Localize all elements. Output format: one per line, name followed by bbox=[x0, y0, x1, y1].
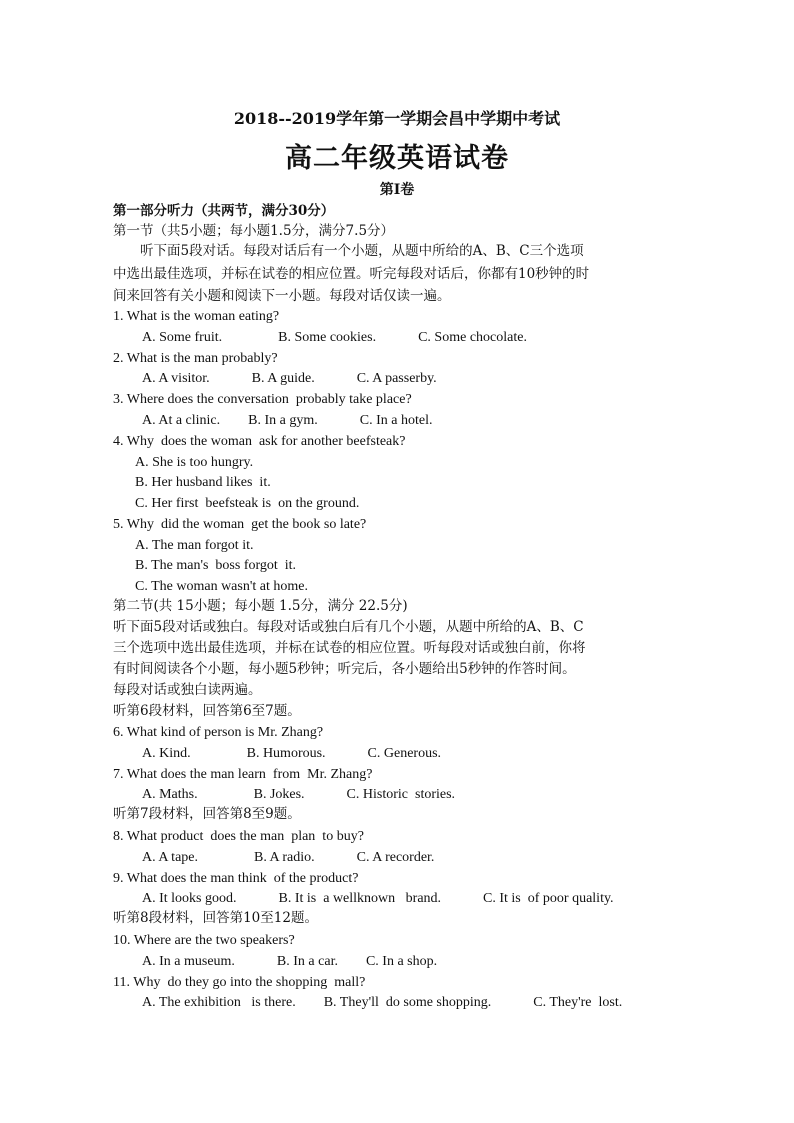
question-3-options: A. At a clinic. B. In a gym. C. In a hotel. bbox=[142, 413, 433, 428]
part1-heading: 第一部分听力（共两节，满分30分） bbox=[113, 203, 335, 219]
section2-heading: 第二节(共 15小题；每小题 1.5分，满分 22.5分) bbox=[113, 598, 408, 614]
question-4-option: A. She is too hungry. bbox=[135, 455, 254, 470]
question-1: 1. What is the woman eating? bbox=[113, 309, 280, 324]
section1-heading: 第一节（共5小题；每小题1.5分，满分7.5分） bbox=[113, 223, 395, 239]
question-2: 2. What is the man probably? bbox=[113, 351, 278, 366]
question-1-options: A. Some fruit. B. Some cookies. C. Some chocolate. bbox=[142, 330, 527, 345]
question-2-options: A. A visitor. B. A guide. C. A passerby. bbox=[142, 371, 437, 386]
exam-volume: 第I卷 bbox=[379, 182, 415, 198]
question-4: 4. Why does the woman ask for another beefsteak? bbox=[113, 434, 406, 449]
question-5-option: B. The man's boss forgot it. bbox=[135, 558, 297, 573]
section2-intro-line: 有时间阅读各个小题，每小题5秒钟；听完后，各小题给出5秒钟的作答时间。 bbox=[113, 661, 576, 677]
question-6-options: A. Kind. B. Humorous. C. Generous. bbox=[142, 746, 442, 761]
exam-grade-title: 高二年级英语试卷 bbox=[285, 143, 509, 174]
question-4-option: B. Her husband likes it. bbox=[135, 475, 271, 490]
question-3: 3. Where does the conversation probably take place? bbox=[113, 392, 412, 407]
question-9: 9. What does the man think of the product? bbox=[113, 871, 359, 886]
question-10: 10. Where are the two speakers? bbox=[113, 933, 295, 948]
section2-intro-line: 每段对话或独白读两遍。 bbox=[113, 682, 262, 698]
material-7-heading: 听第7段材料，回答第8至9题。 bbox=[113, 806, 301, 822]
question-8-options: A. A tape. B. A radio. C. A recorder. bbox=[142, 850, 435, 865]
question-5: 5. Why did the woman get the book so late? bbox=[113, 517, 367, 532]
question-8: 8. What product does the man plan to buy? bbox=[113, 829, 364, 844]
question-4-option: C. Her first beefsteak is on the ground. bbox=[135, 496, 360, 511]
section1-intro-line: 间来回答有关小题和阅读下一小题。每段对话仅读一遍。 bbox=[113, 288, 451, 304]
question-6: 6. What kind of person is Mr. Zhang? bbox=[113, 725, 324, 740]
question-5-option: A. The man forgot it. bbox=[135, 538, 254, 553]
question-5-option: C. The woman wasn't at home. bbox=[135, 579, 308, 594]
section2-intro-line: 听下面5段对话或独白。每段对话或独白后有几个小题，从题中所给的A、B、C bbox=[113, 619, 584, 635]
question-7-options: A. Maths. B. Jokes. C. Historic stories. bbox=[142, 787, 456, 802]
exam-school-line: 2018--2019学年第一学期会昌中学期中考试 bbox=[233, 109, 561, 128]
question-11-options: A. The exhibition is there. B. They'll do some shopping. C. They're lost. bbox=[142, 995, 623, 1010]
question-7: 7. What does the man learn from Mr. Zhang? bbox=[113, 767, 373, 782]
material-6-heading: 听第6段材料，回答第6至7题。 bbox=[113, 703, 301, 719]
question-11: 11. Why do they go into the shopping mall? bbox=[113, 975, 366, 990]
question-9-options: A. It looks good. B. It is a wellknown brand. C. It is of poor quality. bbox=[142, 891, 614, 906]
question-10-options: A. In a museum. B. In a car. C. In a shop. bbox=[142, 954, 438, 969]
section1-intro-line: 听下面5段对话。每段对话后有一个小题，从题中所给的A、B、C三个选项 bbox=[113, 243, 584, 259]
section2-intro-line: 三个选项中选出最佳选项，并标在试卷的相应位置。听每段对话或独白前，你将 bbox=[113, 640, 586, 656]
material-8-heading: 听第8段材料，回答第10至12题。 bbox=[113, 910, 318, 926]
section1-intro-line: 中选出最佳选项，并标在试卷的相应位置。听完每段对话后，你都有10秒钟的时 bbox=[113, 266, 590, 282]
